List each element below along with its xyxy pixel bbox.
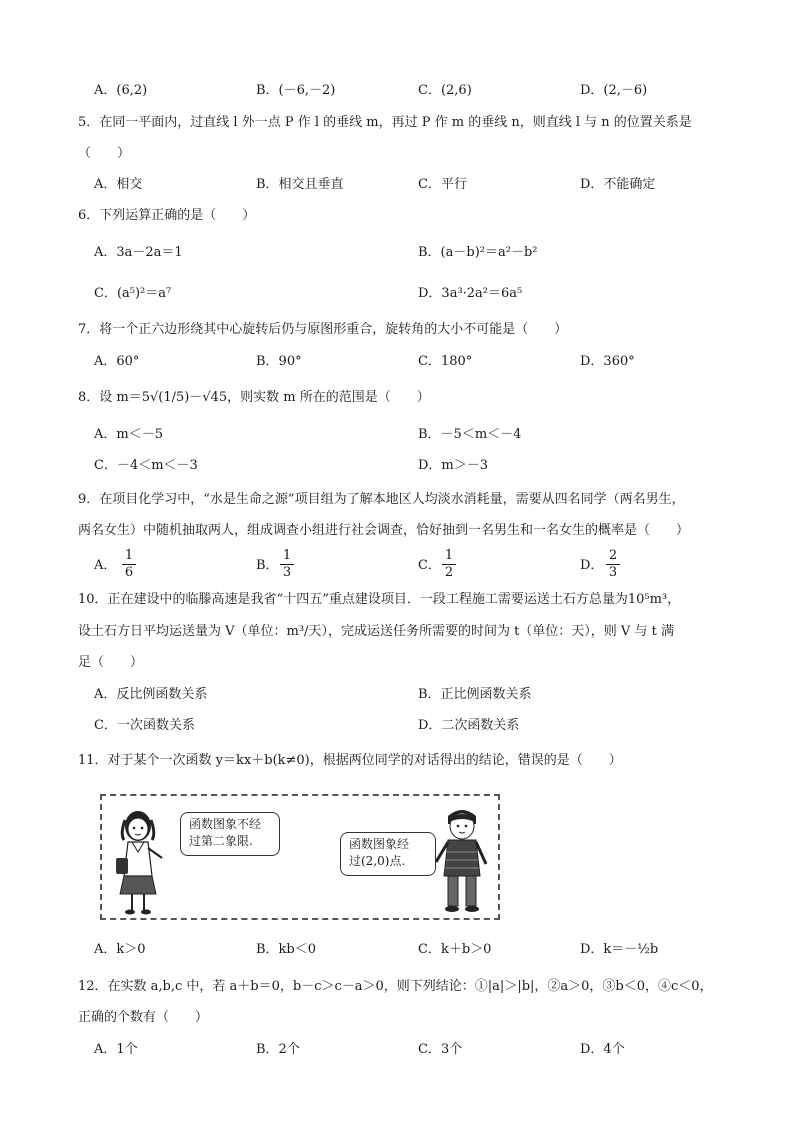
q9-option-a-letter[interactable]: A． xyxy=(94,558,117,573)
q4-option-d[interactable]: D．(2,－6) xyxy=(580,83,648,98)
q12-option-a[interactable]: A．1个 xyxy=(94,1042,138,1057)
q9-c-denominator: 2 xyxy=(444,565,454,580)
q9-option-b-fraction xyxy=(280,548,294,581)
q10-option-d[interactable]: D．二次函数关系 xyxy=(418,718,520,733)
q9-stem-line1: 9．在项目化学习中，“水是生命之源”项目组为了解本地区人均淡水消耗量，需要从四名同学（两名男生， xyxy=(78,492,685,507)
q10-options-row2 xyxy=(0,716,794,740)
q8-stem: 8．设 m＝5√(1/5)－√45，则实数 m 所在的范围是（ ） xyxy=(78,390,430,405)
q9-b-numerator: 1 xyxy=(280,548,294,565)
q10-option-b[interactable]: B．正比例函数关系 xyxy=(418,687,532,702)
q5-option-c[interactable]: C．平行 xyxy=(418,177,467,192)
q9-option-b-letter[interactable]: B． xyxy=(256,558,279,573)
boy-bubble-line1: 函数图象经 xyxy=(349,837,410,851)
q7-option-b[interactable]: B．90° xyxy=(256,354,302,369)
q4-option-b[interactable]: B．(－6,－2) xyxy=(256,83,336,98)
q8-options-row1 xyxy=(0,425,794,449)
q5-stem-line1: 5．在同一平面内，过直线 l 外一点 P 作 l 的垂线 m，再过 P 作 m 的垂线 n，则直线 l 与 n 的位置关系是 xyxy=(78,115,692,130)
q4-options xyxy=(0,81,794,105)
q6-options-row1 xyxy=(0,243,794,267)
q9-option-a-fraction xyxy=(122,548,136,581)
q4-option-c[interactable]: C．(2,6) xyxy=(418,83,472,98)
girl-figure-icon xyxy=(110,806,170,916)
q12-options xyxy=(0,1040,794,1064)
q11-option-d[interactable]: D．k＝－½b xyxy=(580,942,659,957)
q11-options xyxy=(0,940,794,964)
q12-option-b[interactable]: B．2个 xyxy=(256,1042,300,1057)
q8-option-c[interactable]: C．－4＜m＜－3 xyxy=(94,458,198,473)
q9-d-denominator: 3 xyxy=(608,565,618,580)
q12-option-d[interactable]: D．4个 xyxy=(580,1042,625,1057)
q9-options xyxy=(0,546,794,586)
q6-stem: 6．下列运算正确的是（ ） xyxy=(78,208,256,223)
q11-option-b[interactable]: B．kb＜0 xyxy=(256,942,317,957)
q5-option-d[interactable]: D．不能确定 xyxy=(580,177,656,192)
girl-bubble-line2: 过第二象限. xyxy=(189,834,253,848)
q7-option-d[interactable]: D．360° xyxy=(580,354,635,369)
q9-a-denominator: 6 xyxy=(124,565,134,580)
q9-option-d-fraction xyxy=(606,548,620,581)
q10-stem-line2: 设土石方日平均运送量为 V（单位：m³/天），完成运送任务所需要的时间为 t（单位：天），则 V 与 t 满 xyxy=(78,624,674,639)
q7-options xyxy=(0,352,794,376)
q8-option-b[interactable]: B．－5＜m＜－4 xyxy=(418,427,522,442)
q12-stem-line1: 12．在实数 a,b,c 中，若 a＋b＝0，b－c＞c－a＞0，则下列结论：①|a|＞|b|，②a＞0，③b＜0，④c＜0， xyxy=(78,979,713,994)
q11-dialogue-figure xyxy=(100,794,500,920)
q4-option-a[interactable]: A．(6,2) xyxy=(94,83,148,98)
boy-speech-bubble xyxy=(340,832,436,876)
q6-option-b[interactable]: B．(a－b)²＝a²－b² xyxy=(418,245,538,260)
q5-options xyxy=(0,175,794,199)
q9-option-c-letter[interactable]: C． xyxy=(418,558,441,573)
q12-option-c[interactable]: C．3个 xyxy=(418,1042,463,1057)
q11-stem: 11．对于某个一次函数 y＝kx＋b(k≠0)，根据两位同学的对话得出的结论，错误的是（ ） xyxy=(78,753,622,768)
q9-c-numerator: 1 xyxy=(442,548,456,565)
q9-b-denominator: 3 xyxy=(282,565,292,580)
girl-bubble-line1: 函数图象不经 xyxy=(189,817,262,831)
q11-option-c[interactable]: C．k＋b＞0 xyxy=(418,942,492,957)
q6-option-d[interactable]: D．3a³·2a²＝6a⁵ xyxy=(418,286,523,301)
q12-stem-line2: 正确的个数有（ ） xyxy=(78,1010,209,1025)
q10-stem-line1: 10．正在建设中的临滕高速是我省“十四五”重点建设项目．一段工程施工需要运送土石方总量为10⁵m³， xyxy=(78,592,681,607)
boy-figure-icon xyxy=(432,802,492,916)
q6-options-row2 xyxy=(0,284,794,308)
q7-option-a[interactable]: A．60° xyxy=(94,354,140,369)
q10-option-c[interactable]: C．一次函数关系 xyxy=(94,718,195,733)
q10-options-row1 xyxy=(0,685,794,709)
q9-a-numerator: 1 xyxy=(122,548,136,565)
boy-bubble-line2: 过(2,0)点. xyxy=(349,854,406,868)
q9-d-numerator: 2 xyxy=(606,548,620,565)
q10-option-a[interactable]: A．反比例函数关系 xyxy=(94,687,208,702)
q9-option-d-letter[interactable]: D． xyxy=(580,558,604,573)
q6-option-c[interactable]: C．(a⁵)²＝a⁷ xyxy=(94,286,172,301)
q7-option-c[interactable]: C．180° xyxy=(418,354,473,369)
q9-option-c-fraction xyxy=(442,548,456,581)
q11-option-a[interactable]: A．k＞0 xyxy=(94,942,146,957)
girl-speech-bubble xyxy=(180,812,280,856)
q8-option-d[interactable]: D．m＞－3 xyxy=(418,458,489,473)
q5-stem-line2: （ ） xyxy=(78,146,131,161)
q8-options-row2 xyxy=(0,456,794,480)
q10-stem-line3: 足（ ） xyxy=(78,655,144,670)
q5-option-b[interactable]: B．相交且垂直 xyxy=(256,177,344,192)
q7-stem: 7．将一个正六边形绕其中心旋转后仍与原图形重合，旋转角的大小不可能是（ ） xyxy=(78,322,568,337)
q8-option-a[interactable]: A．m＜－5 xyxy=(94,427,163,442)
q6-option-a[interactable]: A．3a－2a＝1 xyxy=(94,245,183,260)
q9-stem-line2: 两名女生）中随机抽取两人，组成调查小组进行社会调查，恰好抽到一名男生和一名女生的概率是（ ） xyxy=(78,523,690,538)
q5-option-a[interactable]: A．相交 xyxy=(94,177,143,192)
